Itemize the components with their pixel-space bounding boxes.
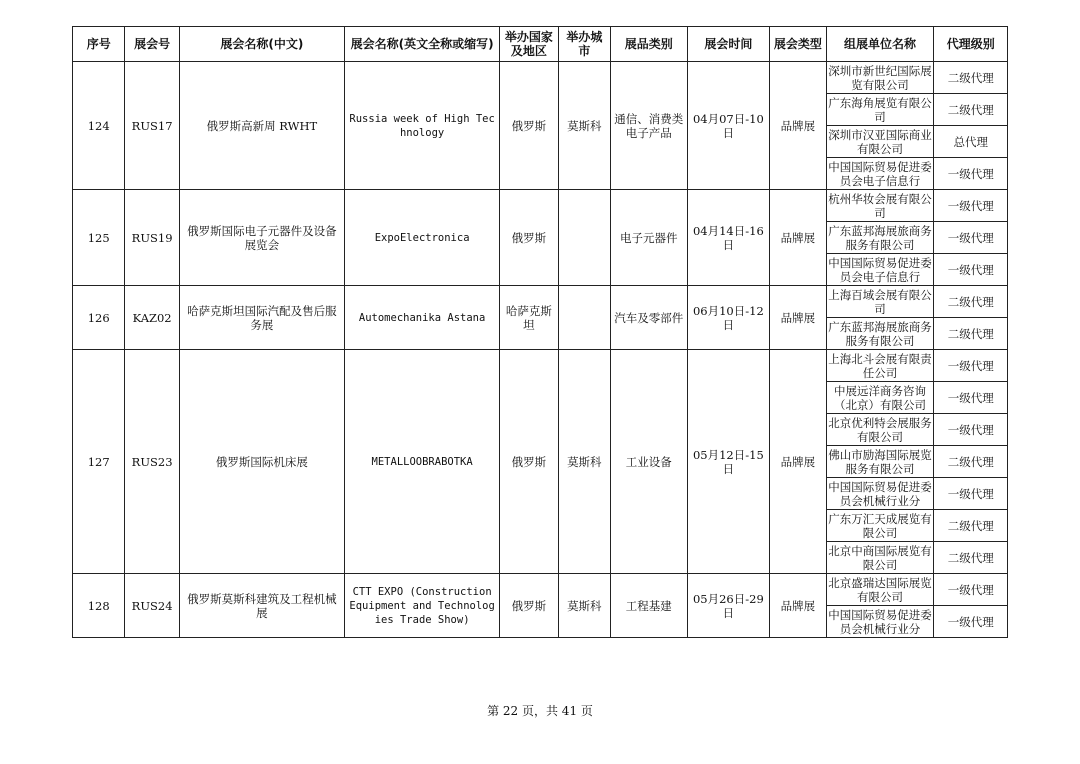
cell-category: 工程基建 <box>611 574 688 638</box>
cell-name-cn: 俄罗斯莫斯科建筑及工程机械展 <box>179 574 344 638</box>
cell-seq: 124 <box>73 62 125 190</box>
cell-name-cn: 哈萨克斯坦国际汽配及售后服务展 <box>179 286 344 350</box>
header-city: 举办城市 <box>558 27 610 62</box>
cell-level: 一级代理 <box>934 350 1008 382</box>
cell-level: 一级代理 <box>934 478 1008 510</box>
cell-level: 一级代理 <box>934 606 1008 638</box>
cell-level: 二级代理 <box>934 542 1008 574</box>
header-seq: 序号 <box>73 27 125 62</box>
cell-organizer: 北京盛瑞达国际展览有限公司 <box>826 574 934 606</box>
cell-category: 汽车及零部件 <box>611 286 688 350</box>
table-row <box>73 190 1008 222</box>
cell-seq: 125 <box>73 190 125 286</box>
cell-level: 二级代理 <box>934 446 1008 478</box>
cell-level: 一级代理 <box>934 414 1008 446</box>
cell-name-en: CTT EXPO (Construction Equipment and Technologies Trade Show) <box>345 574 500 638</box>
cell-name-cn: 俄罗斯国际电子元器件及设备展览会 <box>179 190 344 286</box>
cell-country: 俄罗斯 <box>500 190 558 286</box>
cell-organizer: 中国国际贸易促进委员会机械行业分 <box>826 606 934 638</box>
cell-city <box>558 286 610 350</box>
cell-level: 一级代理 <box>934 254 1008 286</box>
cell-type: 品牌展 <box>770 286 826 350</box>
cell-type: 品牌展 <box>770 350 826 574</box>
cell-date: 06月10日-12日 <box>687 286 770 350</box>
cell-date: 05月12日-15日 <box>687 350 770 574</box>
table-row <box>73 286 1008 318</box>
page-footer: 第 22 页，共 41 页 <box>487 704 593 718</box>
cell-name-en: Automechanika Astana <box>345 286 500 350</box>
header-organizer: 组展单位名称 <box>826 27 934 62</box>
cell-organizer: 广东海角展览有限公司 <box>826 94 934 126</box>
table-body <box>73 62 1008 638</box>
exhibition-table <box>72 26 1008 638</box>
cell-organizer: 深圳市汉亚国际商业有限公司 <box>826 126 934 158</box>
cell-seq: 126 <box>73 286 125 350</box>
cell-name-cn: 俄罗斯高新周 RWHT <box>179 62 344 190</box>
header-level: 代理级别 <box>934 27 1008 62</box>
cell-city: 莫斯科 <box>558 62 610 190</box>
cell-country: 俄罗斯 <box>500 574 558 638</box>
header-country: 举办国家及地区 <box>500 27 558 62</box>
cell-level: 二级代理 <box>934 62 1008 94</box>
cell-level: 一级代理 <box>934 190 1008 222</box>
cell-date: 04月14日-16日 <box>687 190 770 286</box>
cell-organizer: 佛山市励海国际展览服务有限公司 <box>826 446 934 478</box>
cell-type: 品牌展 <box>770 190 826 286</box>
cell-country: 俄罗斯 <box>500 62 558 190</box>
cell-organizer: 北京中商国际展览有限公司 <box>826 542 934 574</box>
cell-organizer: 杭州华妆会展有限公司 <box>826 190 934 222</box>
header-name-cn: 展会名称(中文) <box>179 27 344 62</box>
cell-organizer: 上海北斗会展有限责任公司 <box>826 350 934 382</box>
header-date: 展会时间 <box>687 27 770 62</box>
header-code: 展会号 <box>125 27 179 62</box>
cell-organizer: 中国国际贸易促进委员会电子信息行 <box>826 254 934 286</box>
cell-level: 总代理 <box>934 126 1008 158</box>
cell-level: 一级代理 <box>934 382 1008 414</box>
header-type: 展会类型 <box>770 27 826 62</box>
cell-organizer: 广东蓝邦海展旅商务服务有限公司 <box>826 318 934 350</box>
header-category: 展品类别 <box>611 27 688 62</box>
cell-level: 一级代理 <box>934 222 1008 254</box>
cell-code: RUS19 <box>125 190 179 286</box>
cell-date: 04月07日-10日 <box>687 62 770 190</box>
table-row <box>73 62 1008 94</box>
cell-code: RUS17 <box>125 62 179 190</box>
cell-name-cn: 俄罗斯国际机床展 <box>179 350 344 574</box>
cell-name-en: Russia week of High Technology <box>345 62 500 190</box>
cell-organizer: 中展远洋商务咨询（北京）有限公司 <box>826 382 934 414</box>
cell-category: 工业设备 <box>611 350 688 574</box>
cell-code: RUS24 <box>125 574 179 638</box>
cell-level: 二级代理 <box>934 510 1008 542</box>
cell-seq: 127 <box>73 350 125 574</box>
cell-organizer: 广东万汇天成展览有限公司 <box>826 510 934 542</box>
cell-organizer: 深圳市新世纪国际展览有限公司 <box>826 62 934 94</box>
cell-code: RUS23 <box>125 350 179 574</box>
cell-organizer: 中国国际贸易促进委员会电子信息行 <box>826 158 934 190</box>
table-header-row <box>73 27 1008 62</box>
cell-type: 品牌展 <box>770 574 826 638</box>
cell-name-en: ExpoElectronica <box>345 190 500 286</box>
cell-level: 二级代理 <box>934 318 1008 350</box>
header-name-en: 展会名称(英文全称或缩写) <box>345 27 500 62</box>
cell-level: 二级代理 <box>934 286 1008 318</box>
cell-type: 品牌展 <box>770 62 826 190</box>
cell-city: 莫斯科 <box>558 350 610 574</box>
cell-country: 哈萨克斯坦 <box>500 286 558 350</box>
cell-city <box>558 190 610 286</box>
cell-category: 电子元器件 <box>611 190 688 286</box>
cell-organizer: 中国国际贸易促进委员会机械行业分 <box>826 478 934 510</box>
cell-name-en: METALLOOBRABOTKA <box>345 350 500 574</box>
cell-organizer: 上海百域会展有限公司 <box>826 286 934 318</box>
cell-level: 一级代理 <box>934 158 1008 190</box>
cell-level: 一级代理 <box>934 574 1008 606</box>
table-row <box>73 350 1008 382</box>
cell-category: 通信、消费类电子产品 <box>611 62 688 190</box>
cell-code: KAZ02 <box>125 286 179 350</box>
table-row <box>73 574 1008 606</box>
cell-city: 莫斯科 <box>558 574 610 638</box>
cell-date: 05月26日-29日 <box>687 574 770 638</box>
cell-level: 二级代理 <box>934 94 1008 126</box>
cell-country: 俄罗斯 <box>500 350 558 574</box>
cell-organizer: 广东蓝邦海展旅商务服务有限公司 <box>826 222 934 254</box>
cell-organizer: 北京优利特会展服务有限公司 <box>826 414 934 446</box>
cell-seq: 128 <box>73 574 125 638</box>
